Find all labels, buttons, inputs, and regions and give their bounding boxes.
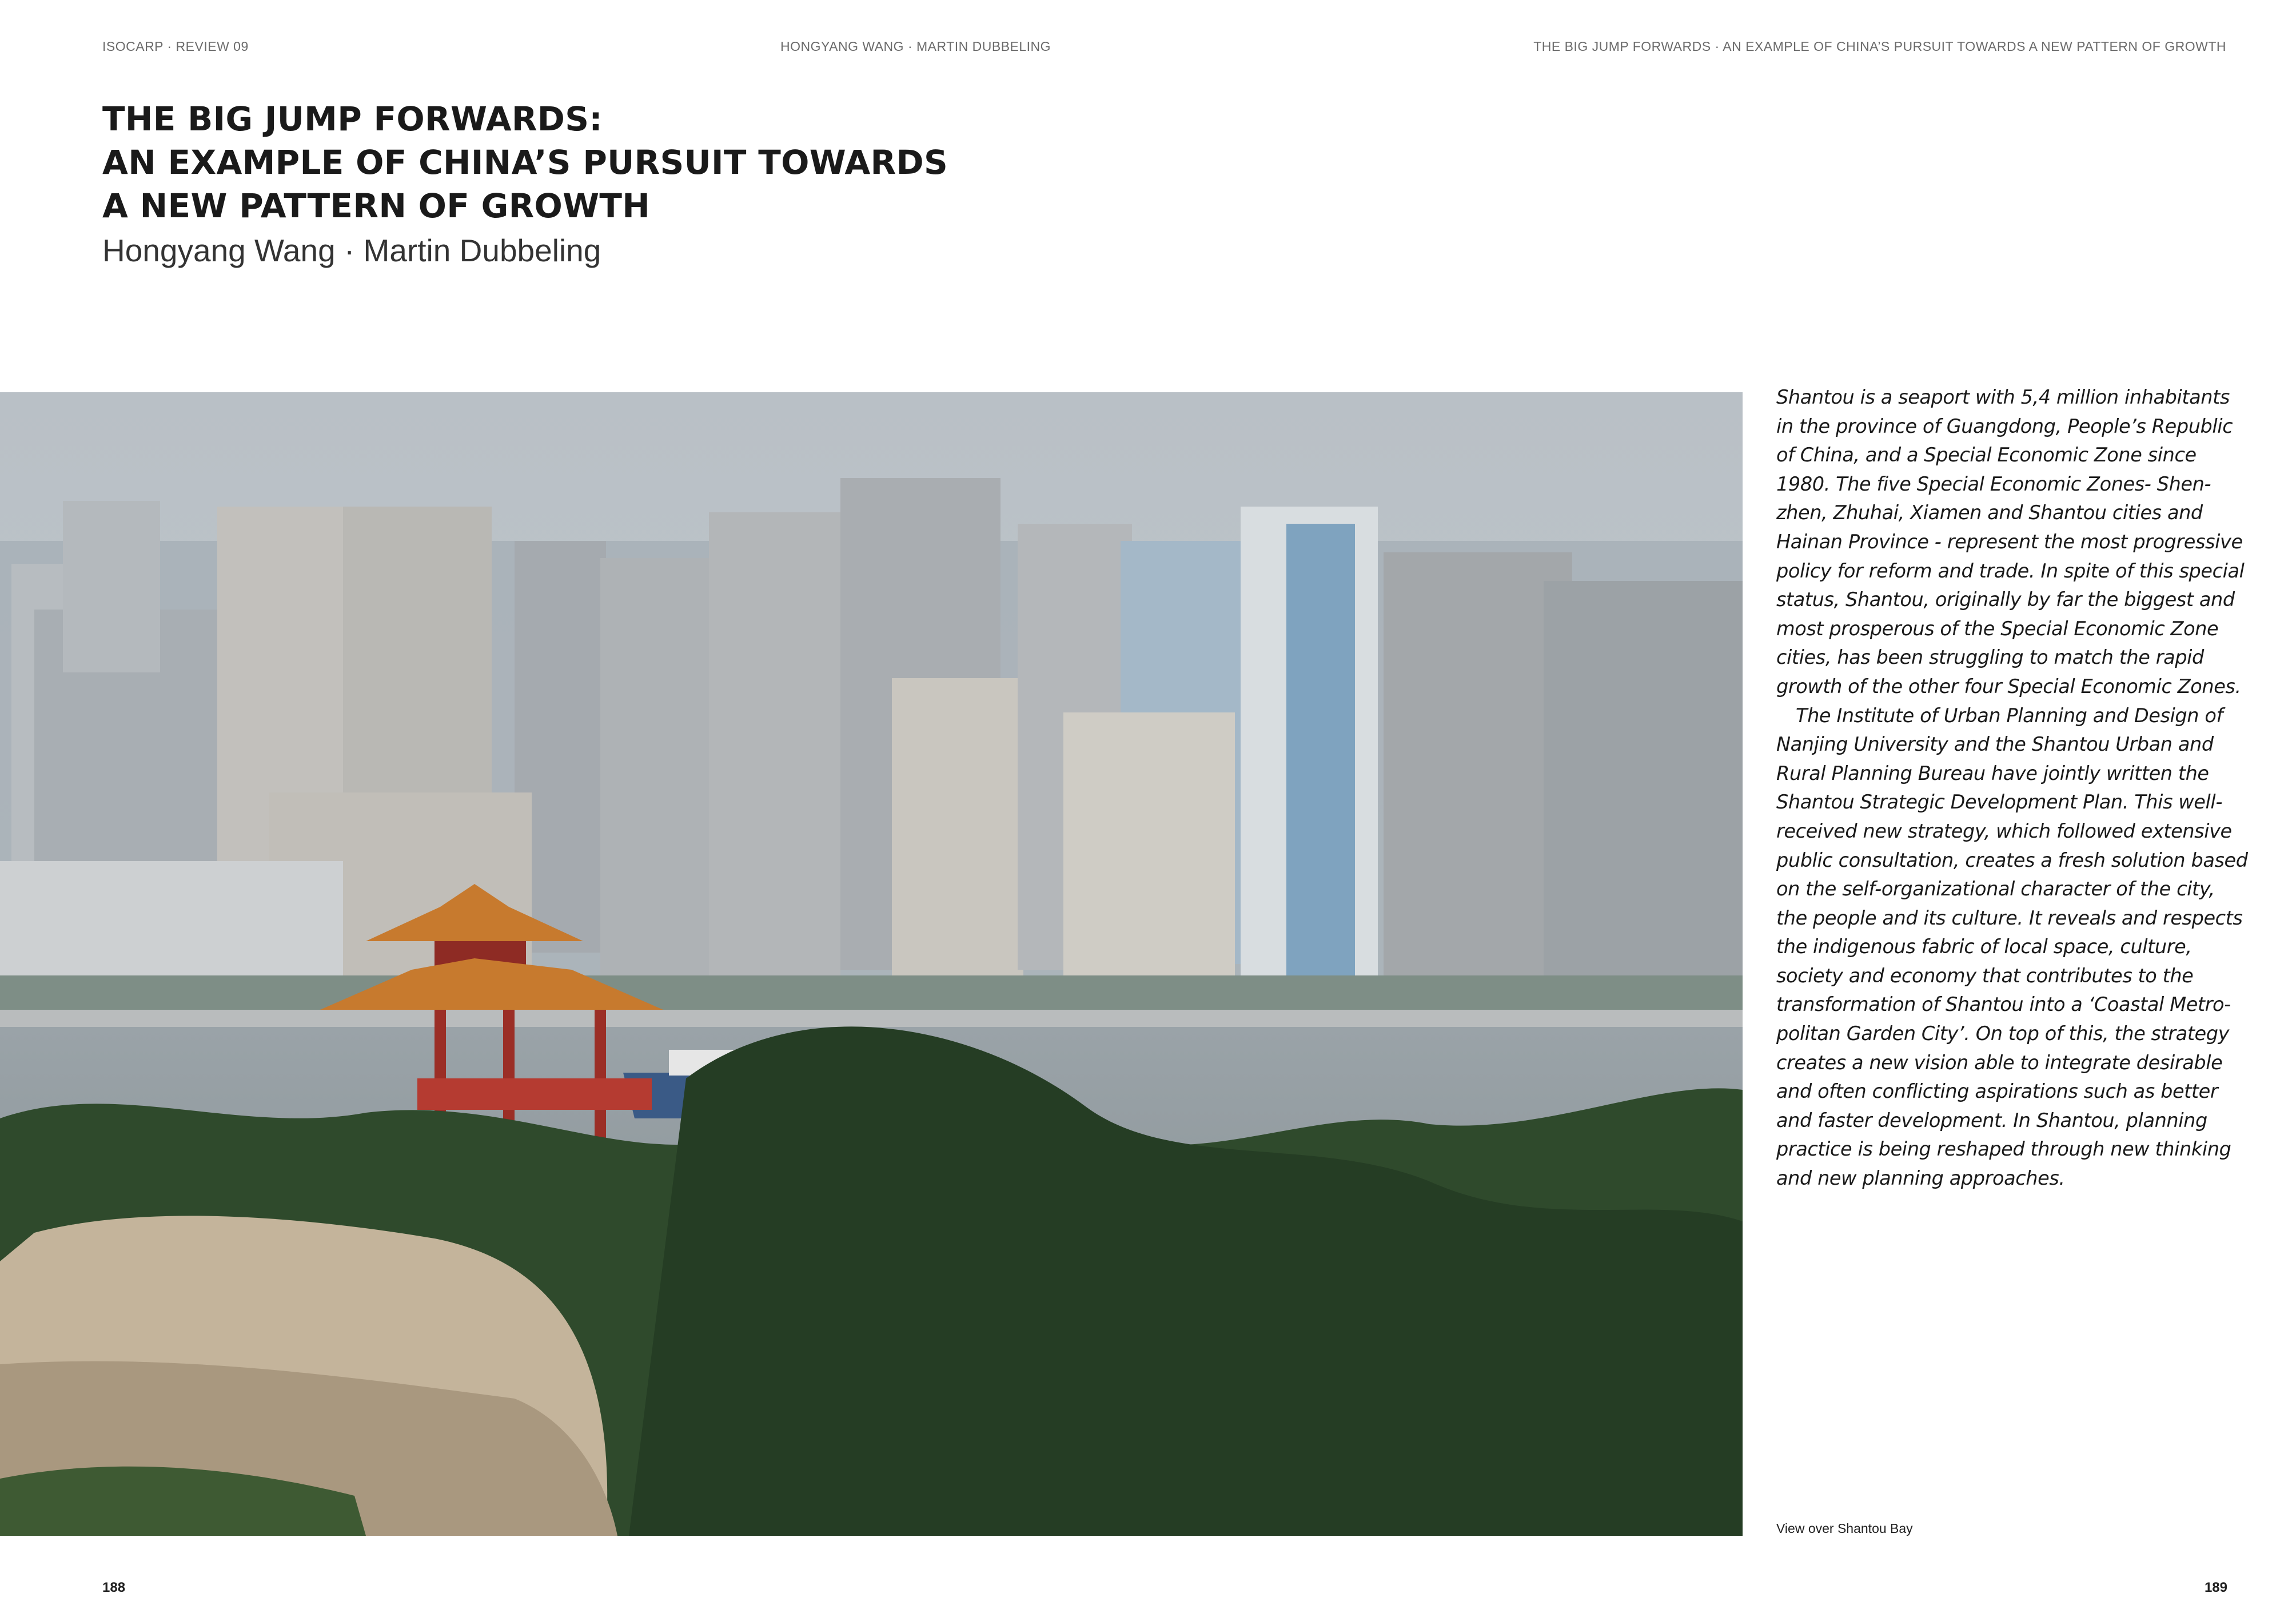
intro-line: most prosperous of the Special Economic Zone [1776, 617, 2219, 640]
article-title-line-1: THE BIG JUMP FORWARDS: [102, 99, 603, 138]
intro-line: Rural Planning Bureau have jointly written the [1776, 762, 2209, 784]
intro-line: and often conflicting aspirations such as better [1776, 1080, 2218, 1103]
running-head-left: ISOCARP · REVIEW 09 [102, 39, 249, 54]
intro-line: 1980. The five Special Economic Zones- Shen- [1776, 472, 2211, 495]
intro-line: society and economy that contributes to the [1776, 964, 2194, 987]
page-number-right: 189 [2204, 1580, 2227, 1595]
page-number-left: 188 [102, 1580, 126, 1595]
intro-line: growth of the other four Special Economic Zones. [1776, 675, 2241, 698]
intro-line: Shantou Strategic Development Plan. This well- [1776, 791, 2223, 814]
intro-line: in the province of Guangdong, People’s Republic [1776, 415, 2233, 437]
intro-line: and faster development. In Shantou, planning [1776, 1109, 2207, 1132]
intro-line: Hainan Province - represent the most progressive [1776, 530, 2243, 553]
article-header [102, 97, 1189, 272]
intro-line: creates a new vision able to integrate desirable [1776, 1051, 2223, 1074]
intro-line: public consultation, creates a fresh solution based [1776, 849, 2248, 871]
intro-line: on the self-organizational character of the city, [1776, 878, 2215, 901]
intro-line: The Institute of Urban Planning and Design of [1796, 704, 2223, 727]
intro-line: Shantou is a seaport with 5,4 million inhabitants [1776, 386, 2230, 408]
running-head-title: THE BIG JUMP FORWARDS · AN EXAMPLE OF CHINA’S PURSUIT TOWARDS A NEW PATTERN OF GROWTH [1533, 39, 2226, 54]
running-head-authors: HONGYANG WANG · MARTIN DUBBELING [780, 39, 1051, 54]
intro-line: the people and its culture. It reveals and respects [1776, 906, 2243, 929]
intro-line: policy for reform and trade. In spite of this special [1776, 559, 2245, 582]
photo-illustration [0, 392, 1743, 1536]
intro-line: Nanjing University and the Shantou Urban and [1776, 733, 2214, 756]
shantou-bay-photo [0, 392, 1743, 1536]
intro-line: status, Shantou, originally by far the biggest and [1776, 588, 2235, 611]
intro-line: the indigenous fabric of local space, culture, [1776, 935, 2192, 958]
intro-line: politan Garden City’. On top of this, the strategy [1776, 1022, 2230, 1045]
intro-line: practice is being reshaped through new thinking [1776, 1138, 2231, 1161]
intro-line: transformation of Shantou into a ‘Coastal Metro- [1776, 993, 2231, 1016]
intro-line: received new strategy, which followed extensive [1776, 819, 2232, 842]
intro-line: and new planning approaches. [1776, 1167, 2065, 1190]
intro-line: cities, has been struggling to match the rapid [1776, 646, 2204, 669]
article-title-line-2: AN EXAMPLE OF CHINA’S PURSUIT TOWARDS [102, 143, 948, 182]
article-title-line-3: A NEW PATTERN OF GROWTH [102, 186, 651, 225]
intro-line: zhen, Zhuhai, Xiamen and Shantou cities and [1776, 501, 2203, 524]
intro-text [1776, 383, 2248, 1193]
article-authors: Hongyang Wang · Martin Dubbeling [102, 233, 601, 268]
photo-caption: View over Shantou Bay [1776, 1521, 1913, 1536]
intro-line: of China, and a Special Economic Zone since [1776, 444, 2197, 467]
